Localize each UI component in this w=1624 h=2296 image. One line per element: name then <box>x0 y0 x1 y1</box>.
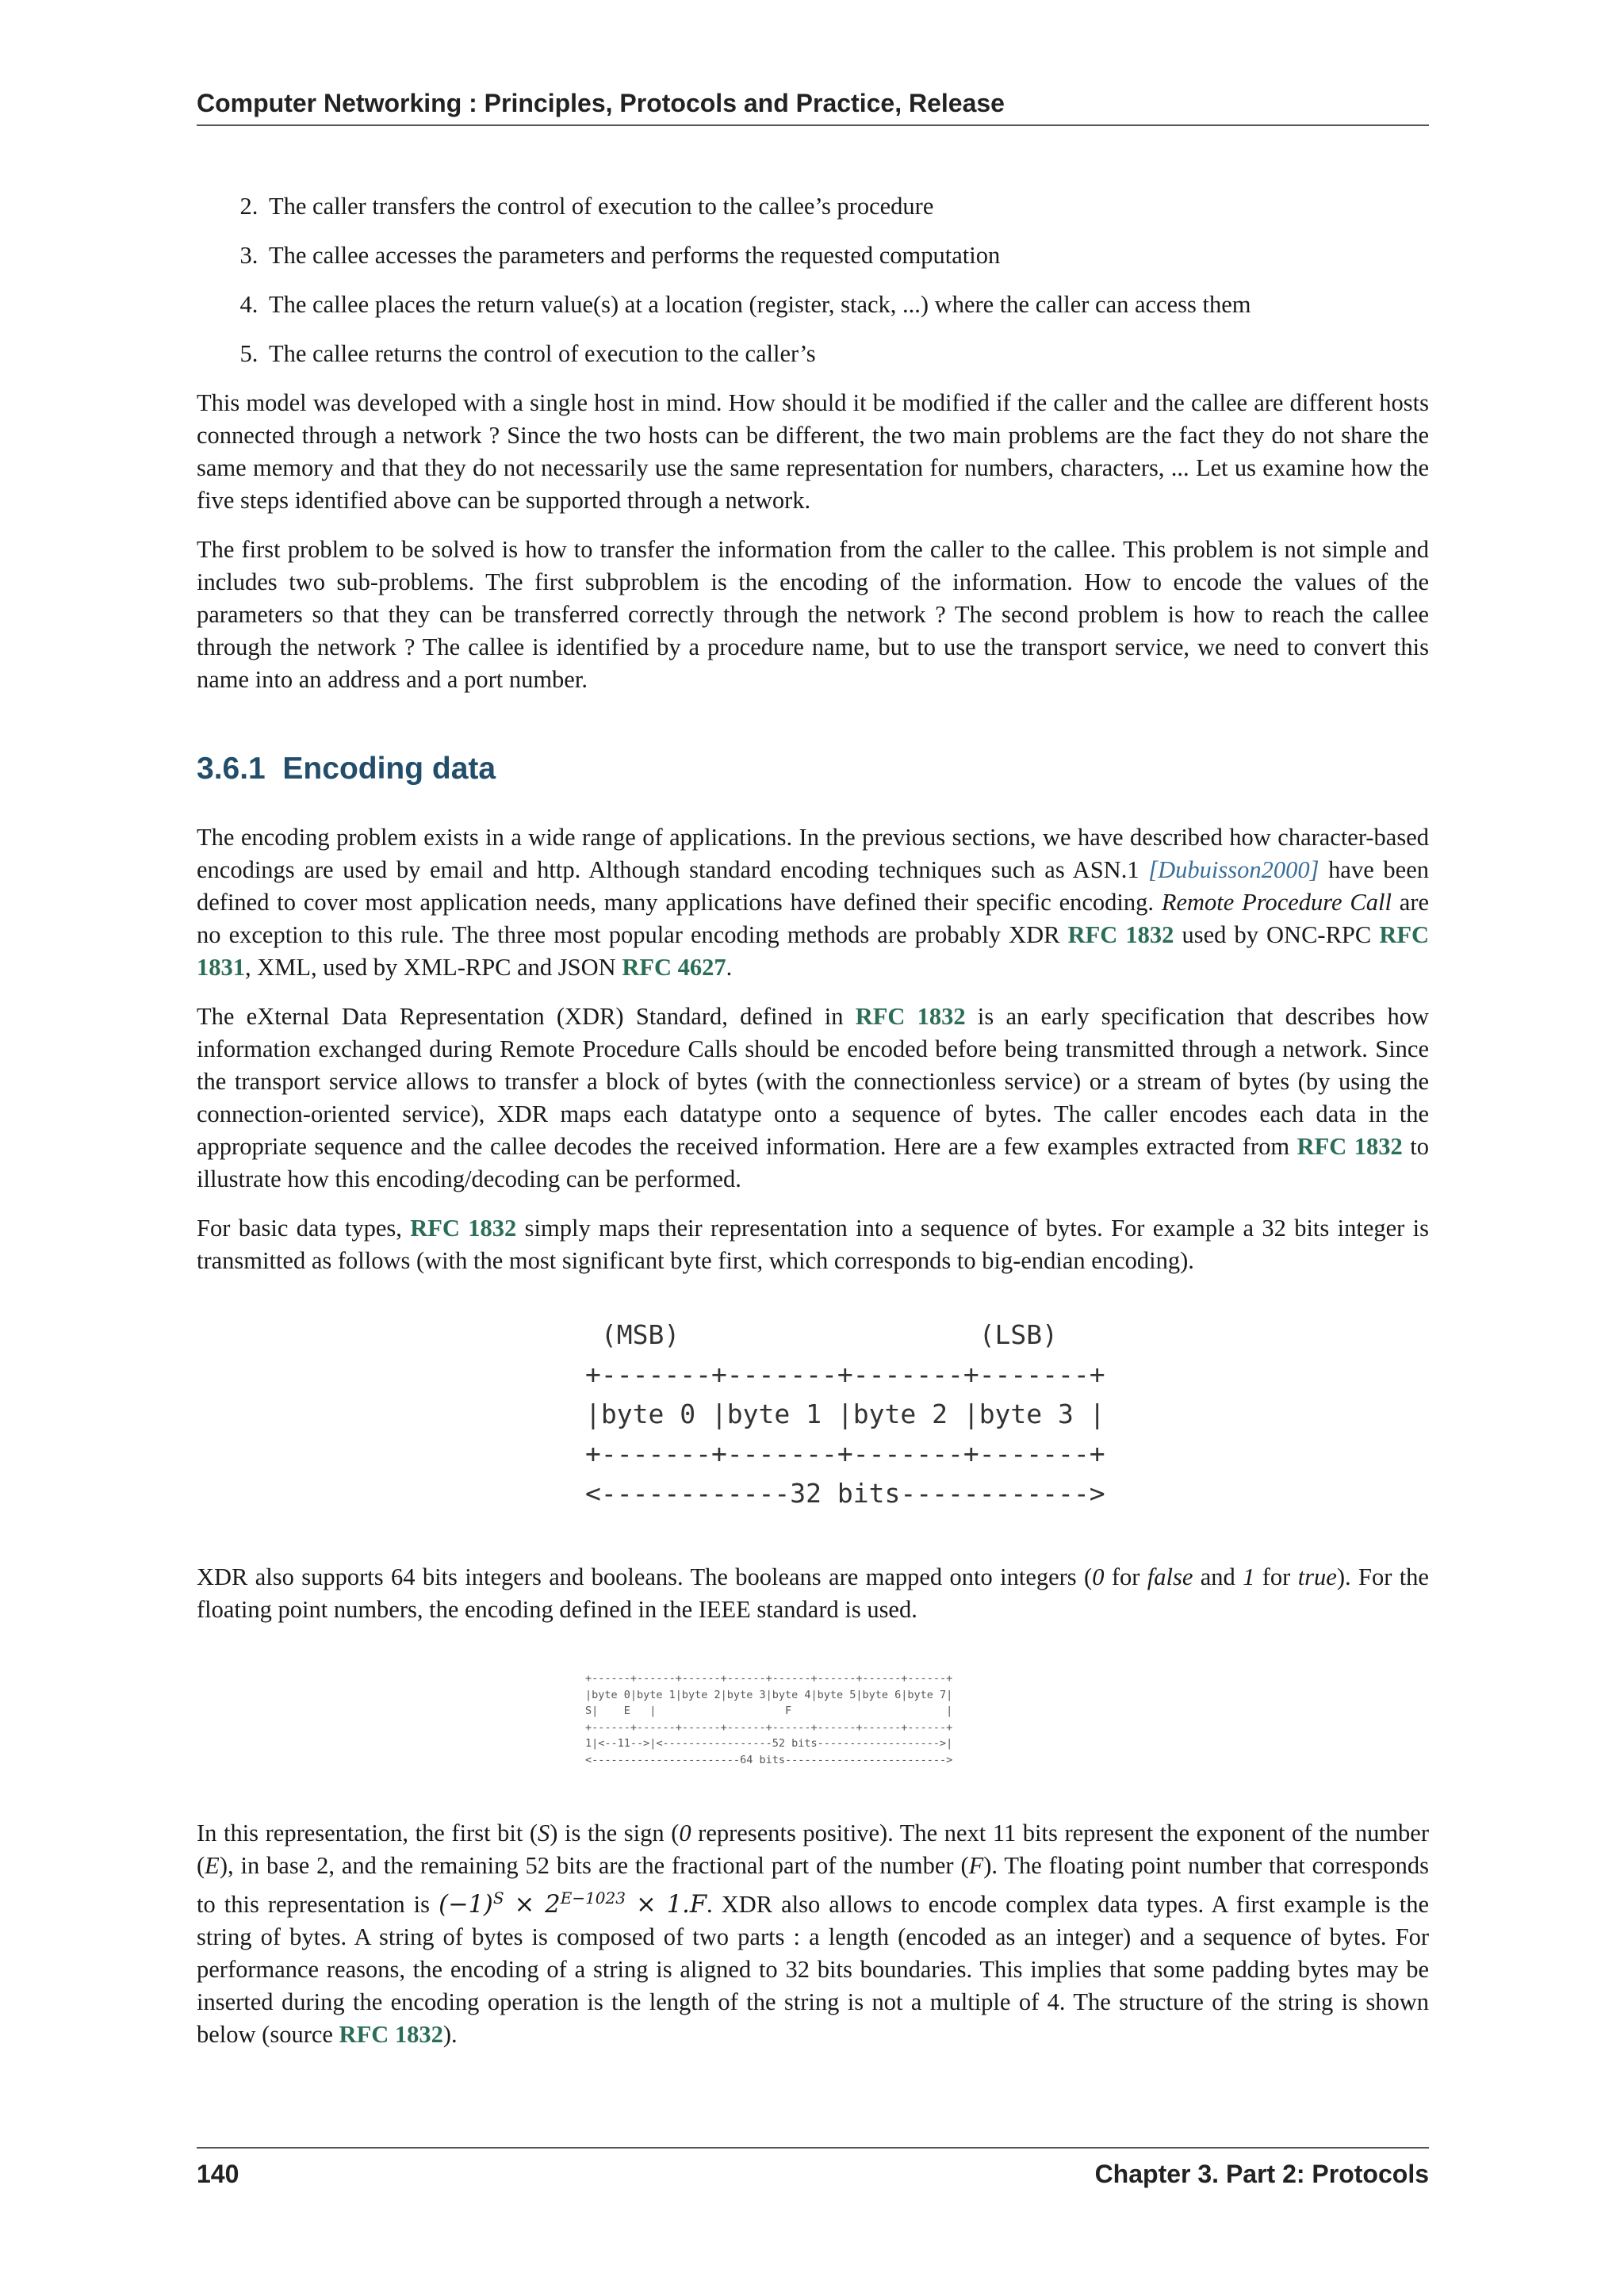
main-content <box>197 190 1429 2068</box>
text-run: simply maps their representation into a sequence of bytes. For example a 32 bits integer is transmitted as follows (with the most significant byte first, which corresponds to big-endian encoding). <box>197 1215 1430 1274</box>
procedure-steps-list <box>197 190 1429 370</box>
text-run: and <box>1193 1563 1243 1590</box>
emphasis: S <box>538 1820 550 1846</box>
emphasis: F <box>968 1852 984 1879</box>
text-run: ). For the floating point numbers, the encoding defined in the IEEE standard is used. <box>197 1563 1429 1623</box>
math-text: (−1) <box>439 1891 493 1919</box>
text-run: In this representation, the first bit ( <box>197 1820 538 1846</box>
math-text: × 1.F <box>625 1891 707 1919</box>
section-heading <box>197 752 1429 786</box>
text-run: for <box>1104 1563 1147 1590</box>
text-run: are no exception to this rule. The three most popular encoding methods are probably XDR <box>197 889 1430 948</box>
emphasis: false <box>1147 1563 1193 1590</box>
text-run: . XDR also allows to encode complex data types. A first example is the string of bytes. A string of bytes is composed of two parts : a length (encoded as an integer) and a sequence of bytes. For performance reasons, the encoding of a string is aligned to 32 bits boundaries. This implies that some padding bytes may be inserted during the encoding operation is the length of the string is not a multiple of 4. The structure of the string is shown below (source <box>197 1891 1429 2049</box>
emphasis: 0 <box>679 1820 691 1846</box>
text-run: ) is the sign ( <box>550 1820 680 1846</box>
text-run: The eXternal Data Representation (XDR) Standard, defined in <box>197 1003 856 1030</box>
list-item: 2. The caller transfers the control of execution to the callee’s procedure <box>264 190 1429 223</box>
emphasis: 1 <box>1243 1563 1255 1590</box>
text-run: used by ONC-RPC <box>1174 921 1380 948</box>
paragraph-64bit-booleans <box>197 1561 1429 1626</box>
rfc-link[interactable]: RFC 1831 <box>197 921 1430 981</box>
math-text: × 2 <box>504 1891 561 1919</box>
list-item: 3. The callee accesses the parameters and performs the requested computation <box>264 239 1429 272</box>
rfc-link[interactable]: RFC 4627 <box>622 954 726 981</box>
math-sup: S <box>492 1888 504 1908</box>
section-title: Encoding data <box>282 752 496 786</box>
text-run: is an early specification that describes how information exchanged during Remote Procedure Calls should be encoded before being transmitted through a network. Since the transport service allows to transfer a block of bytes (with the connectionless service) or a stream of bytes (by using the connection-oriented service), XDR maps each datatype onto a sequence of bytes. The caller encodes each data in the appropriate sequence and the callee decodes the received information. Here are a few examples extracted from <box>197 1003 1429 1160</box>
text-run: For basic data types, <box>197 1215 411 1242</box>
float-formula <box>439 1888 707 1919</box>
paragraph-encoding-problem <box>197 821 1429 984</box>
text-run: ). The floating point number that corresponds to this representation is <box>197 1852 1429 1919</box>
text-run: XDR also supports 64 bits integers and booleans. The booleans are mapped onto integers ( <box>197 1563 1093 1590</box>
list-item: 5. The callee returns the control of execution to the caller’s <box>264 338 1429 370</box>
rfc-link[interactable]: RFC 1832 <box>1297 1133 1403 1160</box>
paragraph-first-problem: The first problem to be solved is how to transfer the information from the caller to the callee. This problem is not simple and includes two sub-problems. The first subproblem is the encoding of the information. How to encode the values of the parameters so that they can be transferred correctly through the network ? The second problem is how to reach the callee through the network ? The callee is identified by a procedure name, but to use the transport service, we need to convert this name into an address and a port number. <box>197 536 1429 693</box>
text-run: ), in base 2, and the remaining 52 bits are the fractional part of the number ( <box>219 1852 969 1879</box>
section-number: 3.6.1 <box>197 752 266 786</box>
paragraph-single-host: This model was developed with a single host in mind. How should it be modified if the caller and the callee are different hosts connected through a network ? Since the two hosts can be different, the two main problems are the fact they do not share the same memory and that they do not necessarily use the same representation for numbers, characters, ... Let us examine how the five steps identified above can be supported through a network. <box>197 389 1429 514</box>
running-header: Computer Networking : Principles, Protocols and Practice, Release <box>197 89 1429 126</box>
text-run: for <box>1254 1563 1298 1590</box>
rfc-link[interactable]: RFC 1832 <box>1067 921 1174 948</box>
text-run: . <box>726 954 733 981</box>
citation-link[interactable]: [Dubuisson2000] <box>1148 856 1320 883</box>
text-run: to illustrate how this encoding/decoding can be performed. <box>197 1133 1429 1192</box>
paragraph-basic-types <box>197 1212 1429 1277</box>
chapter-link[interactable]: Chapter 3. Part 2: Protocols <box>1094 2160 1429 2188</box>
emphasis: E <box>205 1852 220 1879</box>
emphasis: Remote Procedure Call <box>1161 889 1392 916</box>
text-run: represents positive). The next 11 bits represent the exponent of the number ( <box>197 1820 1429 1879</box>
emphasis: true <box>1297 1563 1337 1590</box>
text-run: have been defined to cover most application needs, many applications have defined their specific encoding. <box>197 856 1430 916</box>
text-run: , XML, used by XML-RPC and JSON <box>245 954 622 981</box>
paragraph-float-representation <box>197 1817 1429 2051</box>
rfc-link[interactable]: RFC 1832 <box>410 1215 517 1242</box>
math-sup: E−1023 <box>560 1888 626 1908</box>
figure-64bit-float-layout: +------+------+------+------+------+------+------+------+ |byte 0|byte 1|byte 2|byte 3|byte 4|byte 5|byte 6|byte 7| S| E | F | +------+------+------+------+------+------+------+------+ 1|<--11-->|<-----------------52 bits------------------->| <-----------------------64 bits-------------------------> <box>585 1672 953 1766</box>
page-number: 140 <box>197 2160 239 2188</box>
figure-32bit-integer-layout: (MSB) (LSB) +-------+-------+-------+-------+ |byte 0 |byte 1 |byte 2 |byte 3 | +-------+-------+-------+-------+ <------------32 bits------------> <box>585 1319 1105 1509</box>
text-run: ). <box>442 2021 458 2049</box>
running-footer <box>197 2147 1429 2188</box>
paragraph-xdr-standard <box>197 1001 1429 1196</box>
rfc-link[interactable]: RFC 1832 <box>339 2021 443 2049</box>
rfc-link[interactable]: RFC 1832 <box>855 1003 966 1030</box>
emphasis: 0 <box>1092 1563 1105 1590</box>
list-item: 4. The callee places the return value(s) at a location (register, stack, ...) where the caller can access them <box>264 289 1429 321</box>
text-run: The encoding problem exists in a wide range of applications. In the previous sections, we have described how character-based encodings are used by email and http. Although standard encoding techniques such as ASN.1 <box>197 824 1429 883</box>
